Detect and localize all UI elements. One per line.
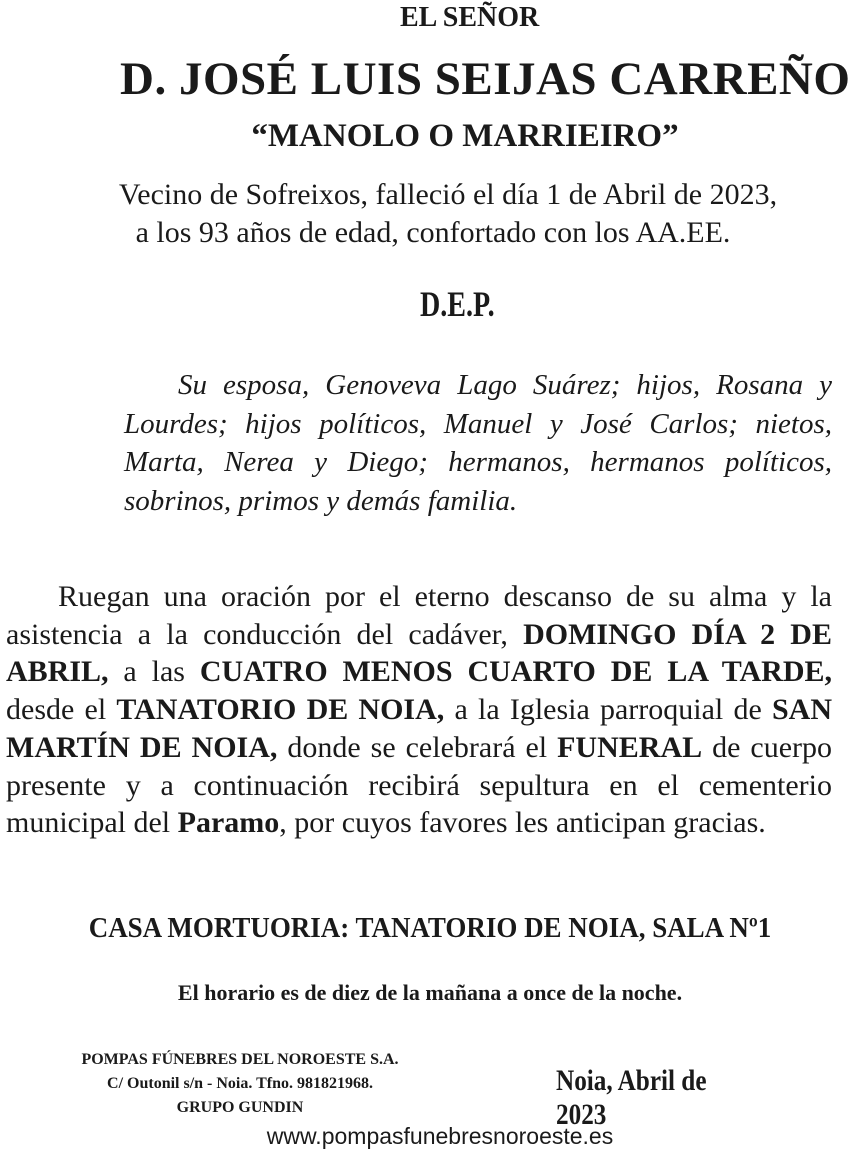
family-paragraph — [124, 366, 832, 520]
company-group: GRUPO GUNDIN — [176, 1099, 304, 1116]
funeral-label: FUNERAL — [557, 730, 703, 764]
opening-hours: El horario es de diez de la mañana a once de la noche. — [177, 980, 683, 1005]
info-line-1: Vecino de Sofreixos, falleció el día 1 de Abril de 2023, — [118, 178, 778, 211]
company-block — [20, 1048, 460, 1120]
funeral-text-3: desde el — [6, 693, 117, 727]
cemetery-name: Paramo — [177, 806, 280, 840]
funeral-text-2: a las — [108, 655, 200, 689]
funeral-date: DOMINGO DÍA 2 DE ABRIL, — [6, 617, 832, 689]
deceased-name: D. JOSÉ LUIS SEIJAS CARREÑO — [120, 53, 850, 105]
company-address: C/ Outonil s/n - Noia. Tfno. 981821968. — [107, 1075, 373, 1092]
funeral-text-1: Ruegan una oración por el eterno descanso de su alma y la asistencia a la conducción del cadáver, — [6, 580, 832, 651]
company-name: POMPAS FÚNEBRES DEL NOROESTE S.A. — [81, 1051, 399, 1068]
funeral-origin: TANATORIO DE NOIA, — [116, 693, 445, 727]
funeral-text-4: a la Iglesia parroquial de — [444, 693, 772, 727]
family-text: Su esposa, Genoveva Lago Suárez; hijos, Rosana y Lourdes; hijos políticos, Manuel y José Carlos; nietos, Marta, Nerea y Diego; hermanos, hermanos políticos, sobrinos, primos y demás familia. — [124, 369, 832, 517]
website-link[interactable]: www.pompasfunebresnoroeste.es — [266, 1123, 614, 1149]
dep-label: D.E.P. — [420, 284, 495, 324]
info-line-2: a los 93 años de edad, confortado con los AA.EE. — [135, 216, 731, 249]
honorific: EL SEÑOR — [400, 2, 540, 33]
casa-mortuoria: CASA MORTUORIA: TANATORIO DE NOIA, SALA Nº1 — [88, 912, 772, 944]
nickname: “MANOLO O MARRIEIRO” — [251, 118, 679, 154]
place-date: Noia, Abril de 2023 — [556, 1064, 707, 1131]
funeral-paragraph — [6, 578, 832, 842]
funeral-text-6: de cuerpo presente y a continuación recibirá sepultura en el cementerio municipal del — [6, 730, 832, 840]
funeral-church: SAN MARTÍN DE NOIA, — [6, 693, 832, 764]
funeral-time: CUATRO MENOS CUARTO DE LA TARDE, — [199, 655, 833, 689]
funeral-text-5: donde se celebrará el — [277, 730, 558, 764]
funeral-text-7: , por cuyos favores les anticipan gracias. — [279, 806, 766, 840]
